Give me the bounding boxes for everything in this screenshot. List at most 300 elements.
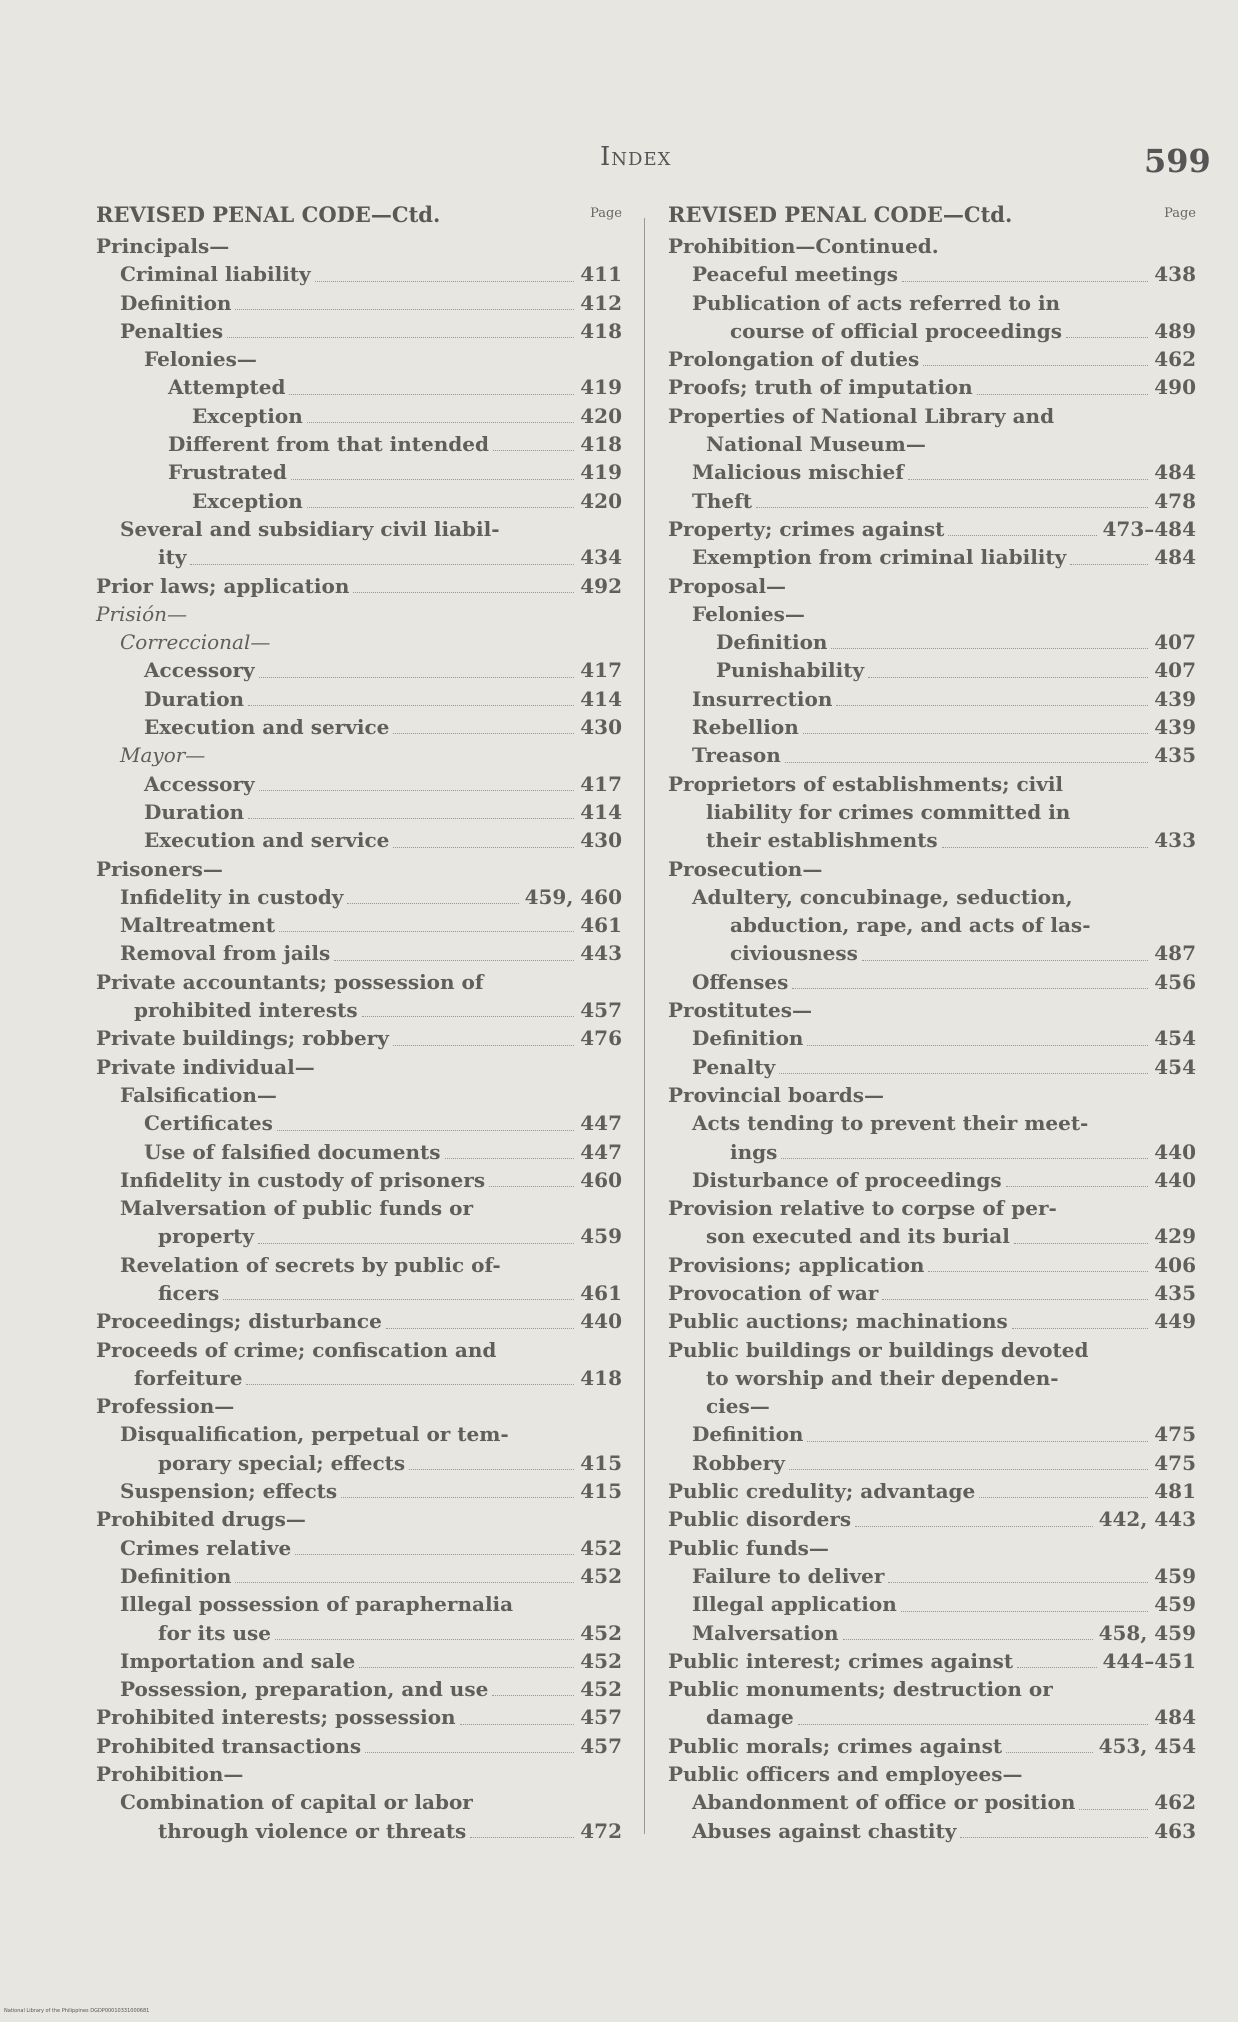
entry-term: Definition: [692, 1422, 804, 1447]
index-entry: [120, 1788, 622, 1845]
entry-term: Felonies—: [144, 347, 257, 372]
entry-term: Failure to deliver: [692, 1563, 885, 1588]
index-entry: [668, 1760, 1196, 1788]
dot-leader: [836, 705, 1148, 706]
dot-leader: [353, 592, 574, 593]
index-entry: [668, 1307, 1196, 1335]
entry-term: for its use: [158, 1620, 272, 1645]
page-column-label: Page: [1164, 206, 1196, 221]
dot-leader: [393, 733, 574, 734]
index-entry: [144, 1109, 622, 1137]
entry-page: 462: [1154, 1790, 1196, 1815]
entry-term: Prostitutes—: [668, 998, 813, 1023]
dot-leader: [341, 1497, 574, 1498]
index-entry: [692, 1590, 1196, 1618]
entry-page: 418: [580, 1365, 622, 1390]
index-entry: [192, 402, 622, 430]
index-entry: [144, 826, 622, 854]
entry-term: property: [158, 1224, 254, 1249]
index-entry: [144, 713, 622, 741]
dot-leader: [295, 1554, 574, 1555]
entry-term: Prohibition—: [96, 1762, 244, 1787]
entry-term: Definition: [120, 1563, 232, 1588]
index-entry: [96, 1024, 622, 1052]
entry-term: ings: [730, 1139, 778, 1164]
index-entry: [692, 1109, 1196, 1166]
index-entry: [168, 430, 622, 458]
index-entry: [668, 232, 1196, 260]
page-header-title: Index: [600, 142, 672, 172]
entry-term: Falsification—: [120, 1082, 277, 1107]
dot-leader: [948, 535, 1096, 536]
dot-leader: [289, 394, 574, 395]
dot-leader: [470, 1837, 574, 1838]
entry-term: Prosecution—: [668, 856, 823, 881]
index-entry: [96, 1732, 622, 1760]
entry-term: Provision relative to corpse of per-: [668, 1196, 1057, 1221]
index-entry: [692, 741, 1196, 769]
index-entry: [668, 345, 1196, 373]
index-entry: [668, 1081, 1196, 1109]
index-entry: [144, 1138, 622, 1166]
index-entry: [144, 685, 622, 713]
dot-leader: [789, 1469, 1148, 1470]
entry-term: Treason: [692, 743, 781, 768]
entry-page: 430: [580, 828, 622, 853]
dot-leader: [1079, 1809, 1148, 1810]
dot-leader: [365, 1752, 574, 1753]
right-column: [668, 202, 1196, 1845]
entry-term: Prohibited interests; possession: [96, 1705, 456, 1730]
entry-page: 452: [580, 1563, 622, 1588]
entry-term: Criminal liability: [120, 262, 311, 287]
entry-page: 430: [580, 715, 622, 740]
entry-page: 484: [1154, 545, 1196, 570]
entry-term: damage: [706, 1705, 794, 1730]
dot-leader: [1006, 1186, 1149, 1187]
entry-term: Private individual—: [96, 1054, 315, 1079]
entry-term: Proprietors of establishments; civil: [668, 771, 1064, 796]
dot-leader: [908, 479, 1148, 480]
index-entry: [120, 1534, 622, 1562]
entry-term: Infidelity in custody of prisoners: [120, 1167, 486, 1192]
entry-term: Exception: [192, 488, 303, 513]
index-entry: [96, 1392, 622, 1420]
dot-leader: [1066, 337, 1148, 338]
dot-leader: [246, 1384, 574, 1385]
entry-page: 447: [580, 1111, 622, 1136]
entry-term: Proceedings; disturbance: [96, 1309, 382, 1334]
index-entry: [668, 1675, 1196, 1732]
dot-leader: [445, 1158, 575, 1159]
entry-term: Public interest; crimes against: [668, 1648, 1014, 1673]
entry-page: 461: [580, 1280, 622, 1305]
entry-page: 459: [1154, 1592, 1196, 1617]
index-entry: [692, 685, 1196, 713]
index-entry: [692, 1420, 1196, 1448]
entry-page: 452: [580, 1535, 622, 1560]
entry-term: Combination of capital or labor: [120, 1790, 473, 1815]
entry-term: Adultery, concubinage, seduction,: [692, 884, 1073, 909]
dot-leader: [386, 1328, 574, 1329]
index-entry: [96, 968, 622, 1025]
entry-term: abduction, rape, and acts of las-: [730, 913, 1091, 938]
entry-page: 492: [580, 573, 622, 598]
dot-leader: [843, 1639, 1093, 1640]
entry-page: 439: [1154, 715, 1196, 740]
entry-page: 411: [580, 262, 622, 287]
entry-page: 457: [580, 998, 622, 1023]
entry-term: Proceeds of crime; confiscation and: [96, 1337, 497, 1362]
dot-leader: [291, 479, 574, 480]
dot-leader: [942, 847, 1149, 848]
dot-leader: [334, 960, 574, 961]
index-entry: [692, 1788, 1196, 1816]
right-entries: [668, 232, 1196, 1845]
entry-page: 440: [580, 1309, 622, 1334]
index-entry: [120, 260, 622, 288]
entry-page: 419: [580, 460, 622, 485]
index-entry: [120, 628, 622, 656]
entry-page: 429: [1154, 1224, 1196, 1249]
entry-term: forfeiture: [134, 1365, 243, 1390]
index-entry: [96, 1336, 622, 1393]
page-column-label: Page: [590, 206, 622, 221]
entry-term: porary special; effects: [158, 1450, 406, 1475]
index-entry: [668, 1194, 1196, 1251]
entry-term: Prolongation of duties: [668, 347, 920, 372]
entry-page: 489: [1154, 318, 1196, 343]
dot-leader: [977, 394, 1149, 395]
entry-page: 418: [580, 318, 622, 343]
dot-leader: [307, 507, 574, 508]
entry-page: 412: [580, 290, 622, 315]
index-entry: [96, 1053, 622, 1081]
entry-page: 478: [1154, 488, 1196, 513]
index-entry: [96, 600, 622, 628]
entry-term: Accessory: [144, 771, 255, 796]
index-entry: [692, 713, 1196, 741]
index-entry: [692, 458, 1196, 486]
dot-leader: [259, 677, 575, 678]
dot-leader: [362, 1016, 575, 1017]
index-entry: [668, 515, 1196, 543]
entry-page: 419: [580, 375, 622, 400]
index-entry: [692, 1817, 1196, 1845]
dot-leader: [235, 309, 574, 310]
entry-term: Public monuments; destruction or: [668, 1677, 1053, 1702]
index-entry: [96, 1760, 622, 1788]
entry-page: 463: [1154, 1818, 1196, 1843]
entry-page: 435: [1154, 1280, 1196, 1305]
dot-leader: [923, 365, 1148, 366]
entry-term: Private accountants; possession of: [96, 969, 484, 994]
entry-page: 461: [580, 913, 622, 938]
entry-term: liability for crimes committed in: [706, 799, 1071, 824]
left-column: [96, 202, 622, 1845]
dot-leader: [901, 1611, 1148, 1612]
entry-term: Theft: [692, 488, 752, 513]
index-entry: [96, 1307, 622, 1335]
index-entry: [668, 402, 1196, 459]
entry-term: Disturbance of proceedings: [692, 1167, 1002, 1192]
entry-page: 454: [1154, 1026, 1196, 1051]
entry-term: Principals—: [96, 234, 230, 258]
entry-page: 490: [1154, 375, 1196, 400]
index-entry: [120, 911, 622, 939]
entry-term: Public buildings or buildings devoted: [668, 1337, 1089, 1362]
index-entry: [692, 1619, 1196, 1647]
entry-term: Prohibited drugs—: [96, 1507, 306, 1532]
index-entry: [120, 883, 622, 911]
index-entry: [120, 1081, 622, 1109]
index-entry: [692, 883, 1196, 968]
entry-term: Prisoners—: [96, 856, 223, 881]
footer-credit: National Library of the Philippines DGDP00010331000681: [4, 2008, 150, 2014]
entry-term: Use of falsified documents: [144, 1139, 441, 1164]
index-entry: [692, 600, 1196, 628]
dot-leader: [928, 1271, 1148, 1272]
index-entry: [668, 1732, 1196, 1760]
entry-term: Definition: [692, 1026, 804, 1051]
entry-page: 458, 459: [1098, 1620, 1196, 1645]
entry-term: prohibited interests: [134, 998, 358, 1023]
entry-term: Accessory: [144, 658, 255, 683]
dot-leader: [223, 1299, 574, 1300]
entry-page: 407: [1154, 630, 1196, 655]
index-entry: [716, 656, 1196, 684]
dot-leader: [409, 1469, 574, 1470]
entry-page: 415: [580, 1479, 622, 1504]
entry-term: Crimes relative: [120, 1535, 292, 1560]
dot-leader: [492, 1695, 574, 1696]
index-entry: [668, 1534, 1196, 1562]
entry-term: Illegal application: [692, 1592, 897, 1617]
dot-leader: [489, 1186, 574, 1187]
dot-leader: [307, 422, 574, 423]
entry-page: 481: [1154, 1479, 1196, 1504]
entry-page: 440: [1154, 1139, 1196, 1164]
index-entry: [668, 1251, 1196, 1279]
entry-term: Proofs; truth of imputation: [668, 375, 973, 400]
entry-term: to worship and their dependen-: [706, 1365, 1059, 1390]
dot-leader: [855, 1526, 1092, 1527]
index-entry: [96, 1505, 622, 1533]
index-entry: [692, 1166, 1196, 1194]
entry-term: Different from that intended: [168, 432, 489, 457]
index-entry: [120, 1477, 622, 1505]
entry-term: Public auctions; machinations: [668, 1309, 1008, 1334]
entry-page: 454: [1154, 1054, 1196, 1079]
index-entry: [668, 1505, 1196, 1533]
entry-page: 459, 460: [524, 884, 622, 909]
dot-leader: [279, 931, 574, 932]
entry-term: Rebellion: [692, 715, 799, 740]
entry-term: Penalty: [692, 1054, 776, 1079]
entry-page: 434: [580, 545, 622, 570]
entry-term: Correccional—: [120, 630, 271, 655]
entry-term: Public funds—: [668, 1535, 829, 1560]
entry-term: Robbery: [692, 1450, 785, 1475]
entry-page: 414: [580, 799, 622, 824]
dot-leader: [888, 1582, 1148, 1583]
index-entry: [692, 1449, 1196, 1477]
dot-leader: [493, 450, 574, 451]
entry-term: Private buildings; robbery: [96, 1026, 389, 1051]
entry-term: Execution and service: [144, 715, 390, 740]
index-entry: [96, 572, 622, 600]
entry-page: 452: [580, 1677, 622, 1702]
dot-leader: [882, 1299, 1148, 1300]
entry-page: 438: [1154, 262, 1196, 287]
entry-term: through violence or threats: [158, 1818, 467, 1843]
entry-term: Revelation of secrets by public of-: [120, 1252, 501, 1277]
entry-term: Malversation: [692, 1620, 839, 1645]
dot-leader: [785, 762, 1148, 763]
index-entry: [96, 1703, 622, 1731]
index-entry: [716, 628, 1196, 656]
entry-term: Felonies—: [692, 601, 805, 626]
dot-leader: [1017, 1667, 1096, 1668]
dot-leader: [807, 1045, 1148, 1046]
entry-term: Prisión—: [96, 601, 187, 626]
dot-leader: [779, 1073, 1148, 1074]
entry-term: Duration: [144, 799, 245, 824]
entry-term: Disqualification, perpetual or tem-: [120, 1422, 509, 1447]
index-entry: [692, 543, 1196, 571]
index-entry: [668, 1279, 1196, 1307]
entry-page: 442, 443: [1098, 1507, 1196, 1532]
dot-leader: [979, 1497, 1148, 1498]
entry-term: Abandonment of office or position: [692, 1790, 1076, 1815]
entry-page: 439: [1154, 686, 1196, 711]
entry-term: Removal from jails: [120, 941, 331, 966]
entry-term: Possession, preparation, and use: [120, 1677, 489, 1702]
entry-page: 406: [1154, 1252, 1196, 1277]
index-entry: [144, 345, 622, 373]
page-number: 599: [1144, 142, 1211, 180]
dot-leader: [1070, 564, 1148, 565]
entry-term: Infidelity in custody: [120, 884, 344, 909]
entry-term: Properties of National Library and: [668, 403, 1055, 428]
dot-leader: [1014, 1243, 1148, 1244]
entry-term: Public disorders: [668, 1507, 852, 1532]
entry-page: 484: [1154, 460, 1196, 485]
index-entry: [168, 373, 622, 401]
entry-term: course of official proceedings: [730, 318, 1062, 343]
index-entry: [120, 1590, 622, 1647]
dot-leader: [960, 1837, 1148, 1838]
entry-page: 460: [580, 1167, 622, 1192]
dot-leader: [359, 1667, 574, 1668]
entry-page: 456: [1154, 969, 1196, 994]
entry-page: 417: [580, 771, 622, 796]
index-entry: [120, 1675, 622, 1703]
entry-term: Importation and sale: [120, 1648, 356, 1673]
entry-page: 440: [1154, 1167, 1196, 1192]
index-entry: [668, 1336, 1196, 1421]
entry-page: 453, 454: [1098, 1733, 1196, 1758]
entry-page: 475: [1154, 1422, 1196, 1447]
entry-page: 459: [1154, 1563, 1196, 1588]
dot-leader: [248, 705, 574, 706]
index-entry: [692, 1562, 1196, 1590]
entry-term: Provincial boards—: [668, 1082, 885, 1107]
entry-term: Provisions; application: [668, 1252, 925, 1277]
column-divider: [644, 218, 645, 1834]
dot-leader: [831, 648, 1148, 649]
index-entry: [668, 1477, 1196, 1505]
index-entry: [144, 770, 622, 798]
entry-term: ity: [158, 545, 187, 570]
dot-leader: [315, 281, 575, 282]
index-entry: [668, 996, 1196, 1024]
index-entry: [144, 798, 622, 826]
entry-term: Public credulity; advantage: [668, 1479, 976, 1504]
entry-term: civiousness: [730, 941, 858, 966]
index-entry: [120, 741, 622, 769]
index-entry: [120, 1166, 622, 1194]
entry-page: 435: [1154, 743, 1196, 768]
dot-leader: [902, 281, 1148, 282]
entry-term: Attempted: [168, 375, 286, 400]
entry-term: Several and subsidiary civil liabil-: [120, 516, 500, 541]
index-entry: [120, 289, 622, 317]
entry-term: Property; crimes against: [668, 516, 945, 541]
entry-page: 417: [580, 658, 622, 683]
entry-term: son executed and its burial: [706, 1224, 1010, 1249]
dot-leader: [792, 988, 1148, 989]
entry-term: Frustrated: [168, 460, 287, 485]
entry-page: 475: [1154, 1450, 1196, 1475]
entry-term: Punishability: [716, 658, 865, 683]
dot-leader: [862, 960, 1148, 961]
index-entry: [692, 1024, 1196, 1052]
dot-leader: [807, 1441, 1148, 1442]
entry-page: 462: [1154, 347, 1196, 372]
entry-term: Duration: [144, 686, 245, 711]
entry-page: 476: [580, 1026, 622, 1051]
entry-term: Definition: [120, 290, 232, 315]
entry-term: Provocation of war: [668, 1280, 879, 1305]
index-entry: [692, 1053, 1196, 1081]
index-entry: [120, 1194, 622, 1251]
dot-leader: [277, 1130, 574, 1131]
index-entry: [120, 939, 622, 967]
entry-page: 415: [580, 1450, 622, 1475]
dot-leader: [227, 337, 574, 338]
entry-term: Execution and service: [144, 828, 390, 853]
index-entry: [668, 1647, 1196, 1675]
entry-page: 444–451: [1102, 1648, 1196, 1673]
entry-term: Mayor—: [120, 743, 206, 768]
left-entries: [96, 232, 622, 1845]
dot-leader: [868, 677, 1148, 678]
index-entry: [96, 855, 622, 883]
entry-term: Exception: [192, 403, 303, 428]
entry-term: Proposal—: [668, 573, 787, 598]
dot-leader: [347, 903, 518, 904]
entry-page: 457: [580, 1705, 622, 1730]
dot-leader: [1012, 1328, 1148, 1329]
entry-page: 443: [580, 941, 622, 966]
entry-term: Suspension; effects: [120, 1479, 338, 1504]
dot-leader: [235, 1582, 574, 1583]
dot-leader: [1006, 1752, 1093, 1753]
entry-page: 433: [1154, 828, 1196, 853]
index-entry: [668, 855, 1196, 883]
index-entry: [120, 515, 622, 572]
